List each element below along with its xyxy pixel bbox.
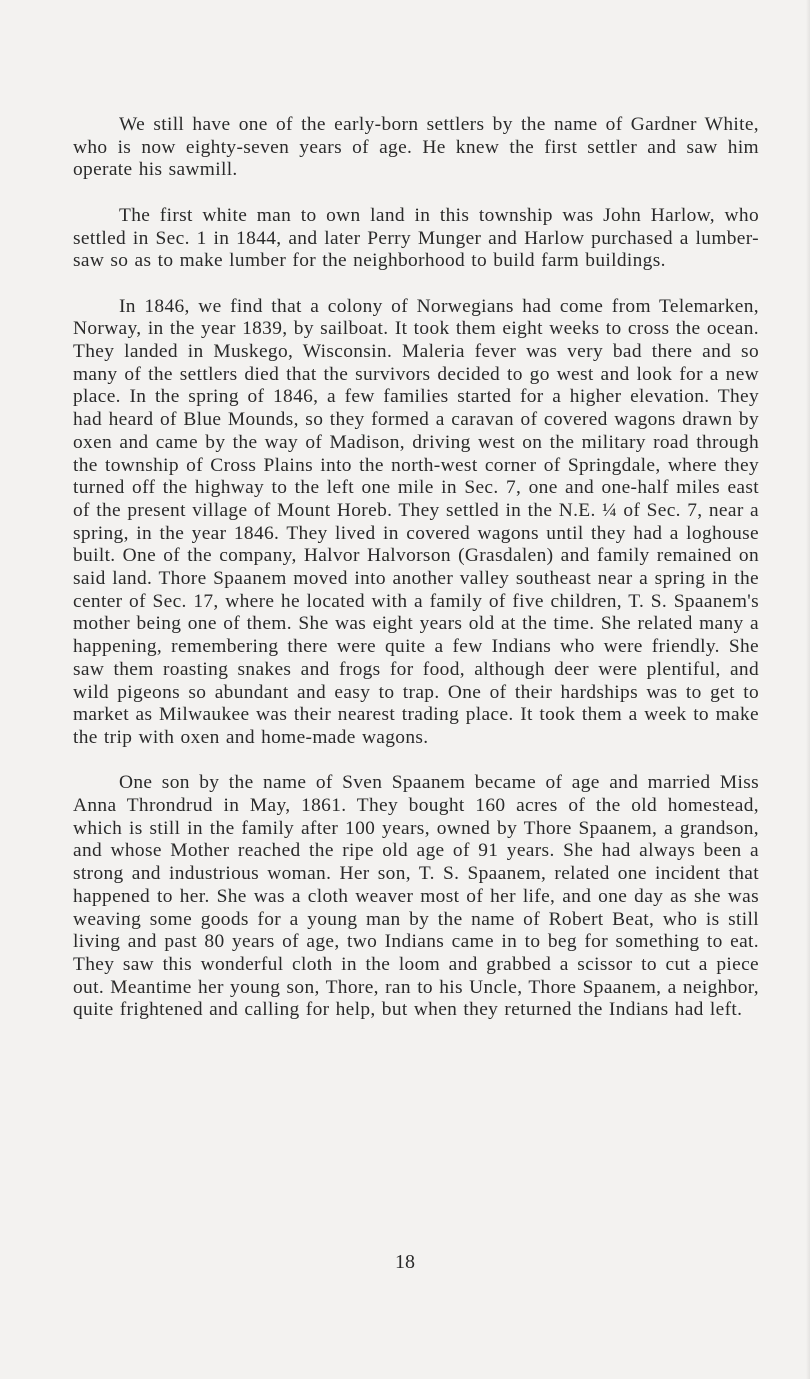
paragraph: In 1846, we find that a colony of Norwegians had come from Telemarken, Norway, in the year 1839, by sailboat. It took them eight weeks to cross the ocean. They landed in Muskego, Wisconsin. Maleria fever was very bad there and so many of the settlers died that the survivors decided to go west and look for a new place. In the spring of 1846, a few families started for a higher elevation. They had heard of Blue Mounds, so they formed a caravan of covered wagons drawn by oxen and came by the way of Madison, driving west on the military road through the township of Cross Plains into the north-west corner of Springdale, where they turned off the highway to the left one mile in Sec. 7, one and one-half miles east of the present village of Mount Horeb. They settled in the N.E. ¼ of Sec. 7, near a spring, in the year 1846. They lived in covered wagons until they had a loghouse built. One of the company, Halvor Halvorson (Grasdalen) and family remained on said land. Thore Spaanem moved into another valley southeast near a spring in the center of Sec. 17, where he located with a family of five children, T. S. Spaanem's mother being one of them. She was eight years old at the time. She related many a happening, remembering there were quite a few Indians who were friendly. She saw them roasting snakes and frogs for food, although deer were plentiful, and wild pigeons so abundant and easy to trap. One of their hardships was to get to market as Milwaukee was their nearest trading place. It took them a week to make the trip with oxen and home-made wagons. <box>73 295 759 748</box>
paragraph: We still have one of the early-born settlers by the name of Gardner White, who is now eighty-seven years of age. He knew the first settler and saw him operate his sawmill. <box>73 114 759 181</box>
body-text <box>73 114 759 1045</box>
page-edge <box>806 0 810 1379</box>
paragraph: The first white man to own land in this township was John Harlow, who settled in Sec. 1 in 1844, and later Perry Munger and Harlow purchased a lumber-saw so as to make lumber for the neighborhood to build farm buildings. <box>73 204 759 272</box>
paragraph: One son by the name of Sven Spaanem became of age and married Miss Anna Throndrud in May, 1861. They bought 160 acres of the old homestead, which is still in the family after 100 years, owned by Thore Spaanem, a grandson, and whose Mother reached the ripe old age of 91 years. She had always been a strong and industrious woman. Her son, T. S. Spaanem, related one incident that happened to her. She was a cloth weaver most of her life, and one day as she was weaving some goods for a young man by the name of Robert Beat, who is still living and past 80 years of age, two Indians came in to beg for something to eat. They saw this wonderful cloth in the loom and grabbed a scissor to cut a piece out. Meantime her young son, Thore, ran to his Uncle, Thore Spaanem, a neighbor, quite frightened and calling for help, but when they returned the Indians had left. <box>73 772 759 1021</box>
page-number: 18 <box>395 1251 415 1273</box>
